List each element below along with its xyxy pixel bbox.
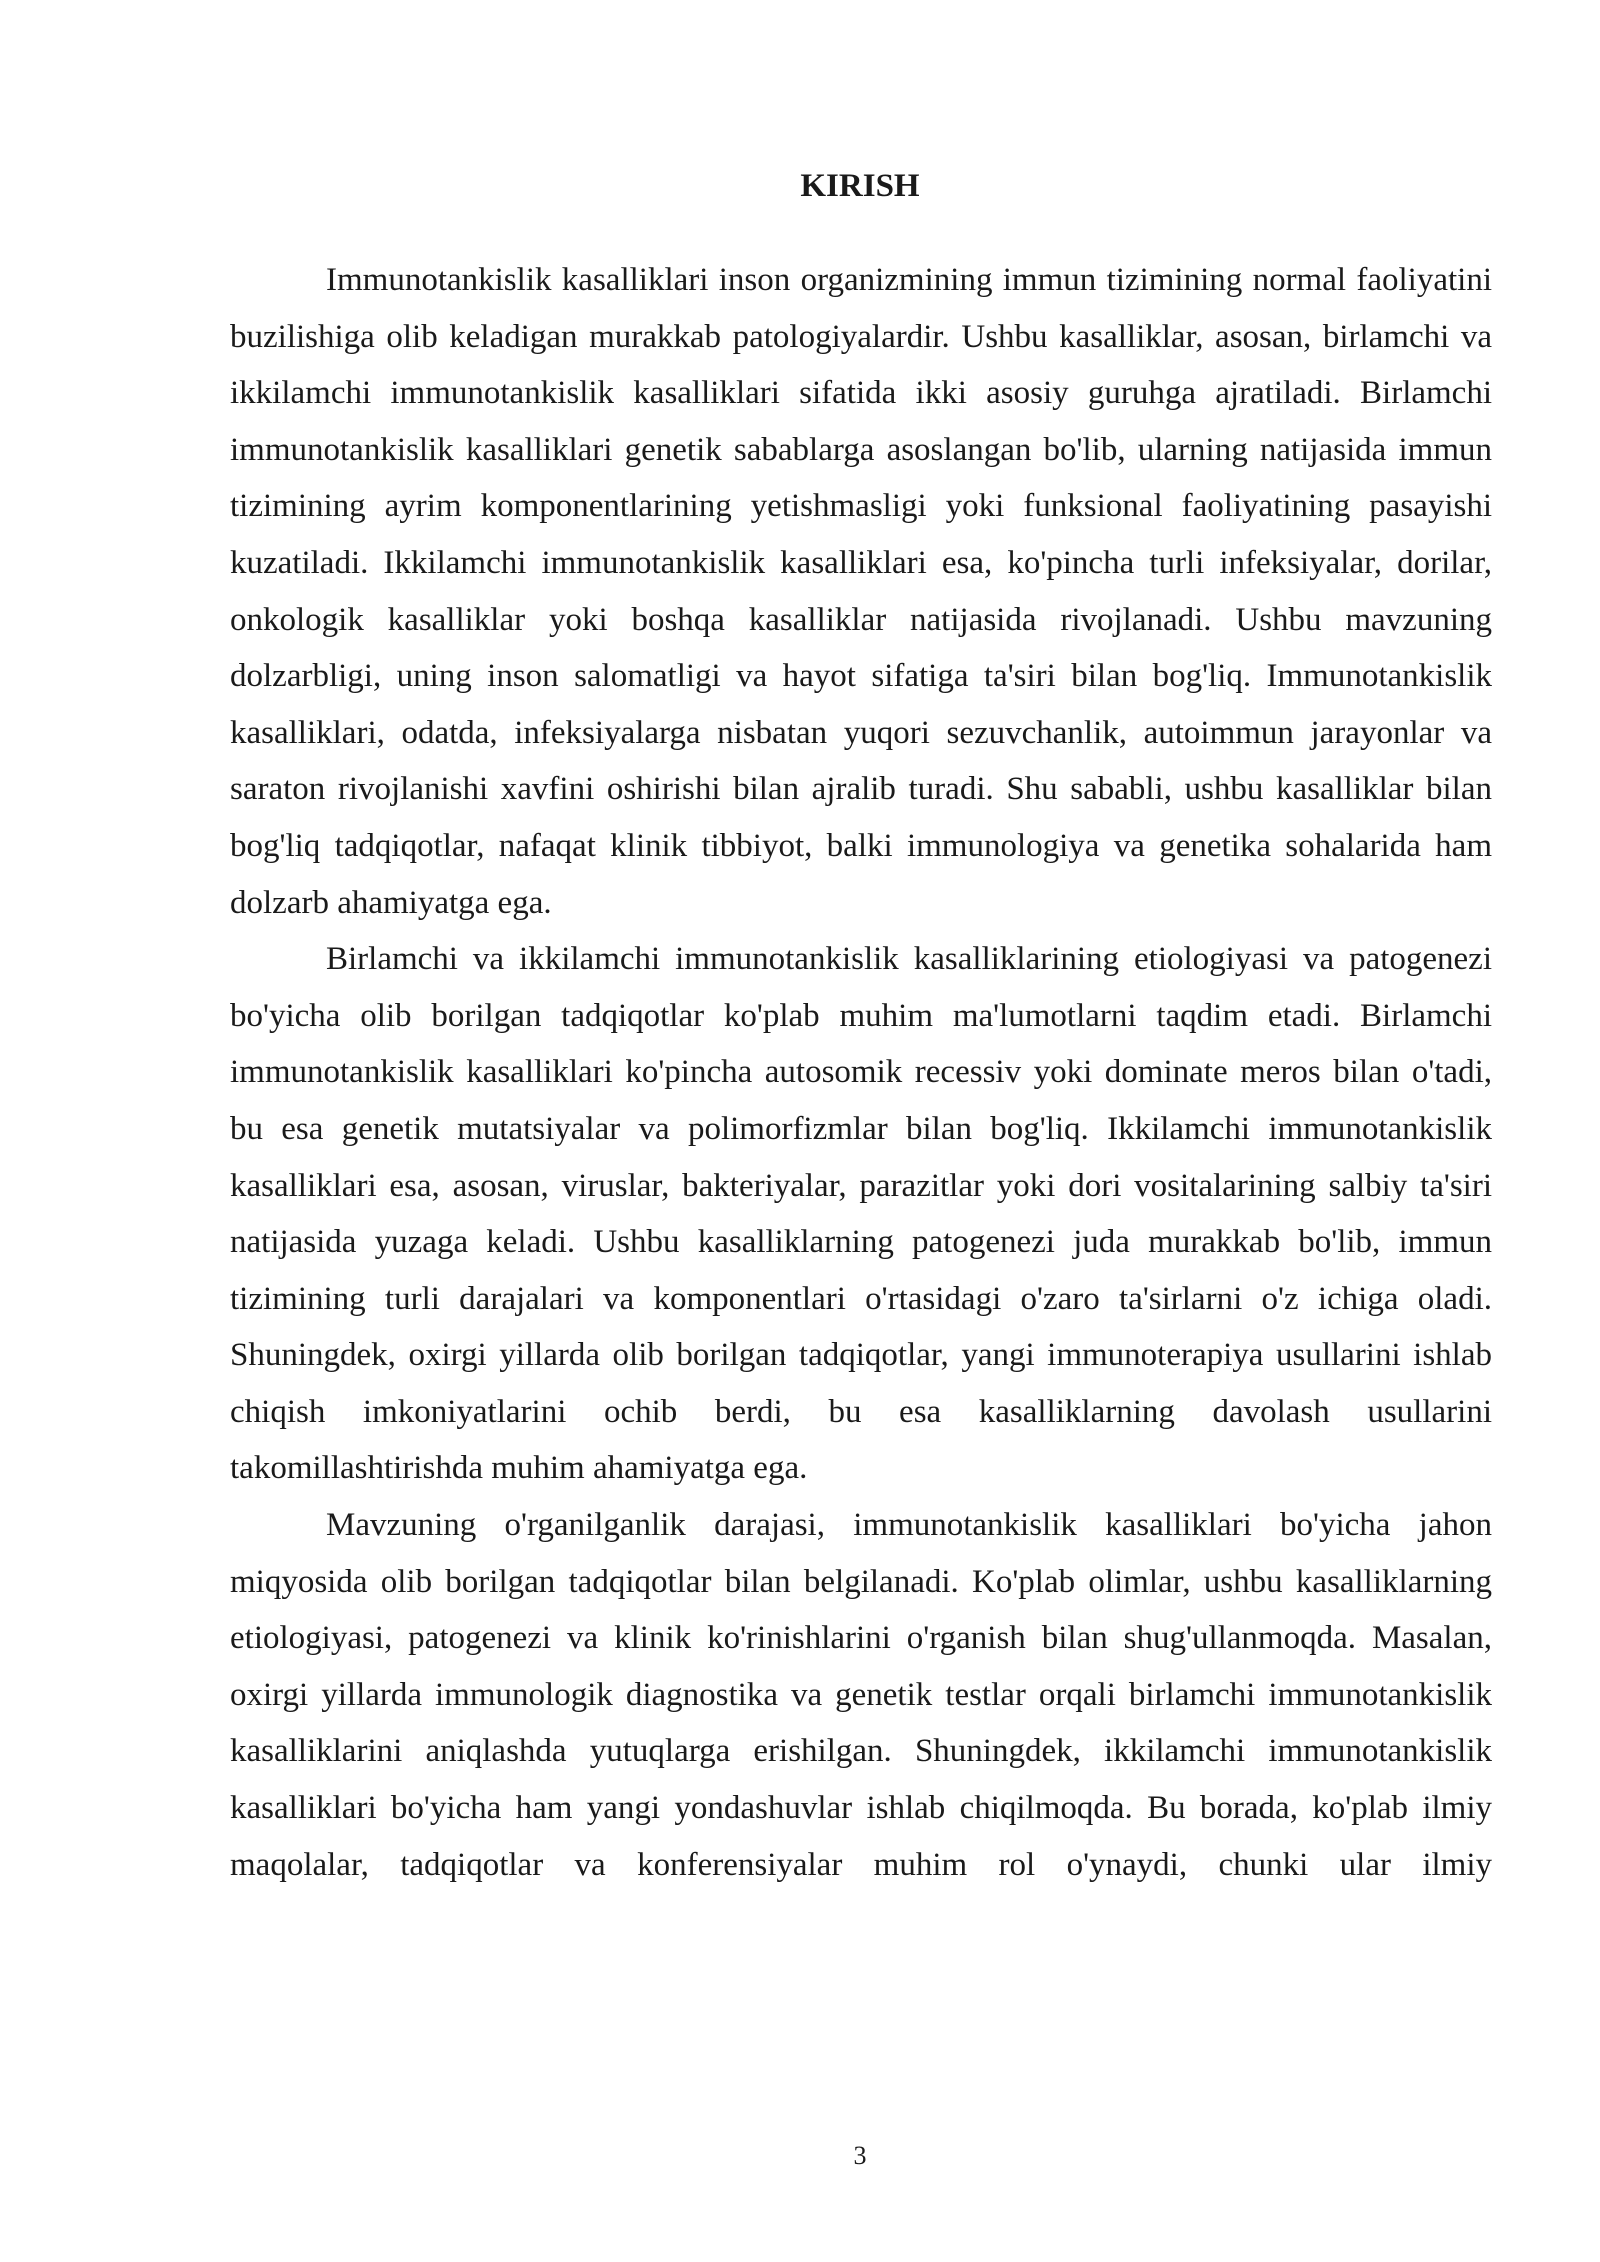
- document-body: [230, 252, 1492, 1893]
- paragraph-introduction: Immunotankislik kasalliklari inson organizmining immun tizimining normal faoliyatini buzilishiga olib keladigan murakkab patologiyalardir. Ushbu kasalliklar, asosan, birlamchi va ikkilamchi immunotankislik kasalliklari sifatida ikki asosiy guruhga ajratiladi. Birlamchi immunotankislik kasalliklari genetik sabablarga asoslangan bo'lib, ularning natijasida immun tizimining ayrim komponentlarining yetishmasligi yoki funksional faoliyatining pasayishi kuzatiladi. Ikkilamchi immunotankislik kasalliklari esa, ko'pincha turli infeksiyalar, dorilar, onkologik kasalliklar yoki boshqa kasalliklar natijasida rivojlanadi. Ushbu mavzuning dolzarbligi, uning inson salomatligi va hayot sifatiga ta'siri bilan bog'liq. Immunotankislik kasalliklari, odatda, infeksiyalarga nisbatan yuqori sezuvchanlik, autoimmun jarayonlar va saraton rivojlanishi xavfini oshirishi bilan ajralib turadi. Shu sababli, ushbu kasalliklar bilan bog'liq tadqiqotlar, nafaqat klinik tibbiyot, balki immunologiya va genetika sohalarida ham dolzarb ahamiyatga ega.: [230, 262, 1492, 921]
- page-number: 3: [853, 2141, 867, 2170]
- paragraph-study-level: Mavzuning o'rganilganlik darajasi, immunotankislik kasalliklari bo'yicha jahon miqyosida olib borilgan tadqiqotlar bilan belgilanadi. Ko'plab olimlar, ushbu kasalliklarning etiologiyasi, patogenezi va klinik ko'rinishlarini o'rganish bilan shug'ullanmoqda. Masalan, oxirgi yillarda immunologik diagnostika va genetik testlar orqali birlamchi immunotankislik kasalliklarini aniqlashda yutuqlarga erishilgan. Shuningdek, ikkilamchi immunotankislik kasalliklari bo'yicha ham yangi yondashuvlar ishlab chiqilmoqda. Bu borada, ko'plab ilmiy maqolalar, tadqiqotlar va konferensiyalar muhim rol o'ynaydi, chunki ular ilmiy: [230, 1507, 1492, 1883]
- page-heading: KIRISH: [800, 168, 920, 204]
- paragraph-etiology: Birlamchi va ikkilamchi immunotankislik kasalliklarining etiologiyasi va patogenezi bo'yicha olib borilgan tadqiqotlar ko'plab muhim ma'lumotlarni taqdim etadi. Birlamchi immunotankislik kasalliklari ko'pincha autosomik recessiv yoki dominate meros bilan o'tadi, bu esa genetik mutatsiyalar va polimorfizmlar bilan bog'liq. Ikkilamchi immunotankislik kasalliklari esa, asosan, viruslar, bakteriyalar, parazitlar yoki dori vositalarining salbiy ta'siri natijasida yuzaga keladi. Ushbu kasalliklarning patogenezi juda murakkab bo'lib, immun tizimining turli darajalari va komponentlari o'rtasidagi o'zaro ta'sirlarni o'z ichiga oladi. Shuningdek, oxirgi yillarda olib borilgan tadqiqotlar, yangi immunoterapiya usullarini ishlab chiqish imkoniyatlarini ochib berdi, bu esa kasalliklarning davolash usullarini takomillashtirishda muhim ahamiyatga ega.: [230, 941, 1492, 1487]
